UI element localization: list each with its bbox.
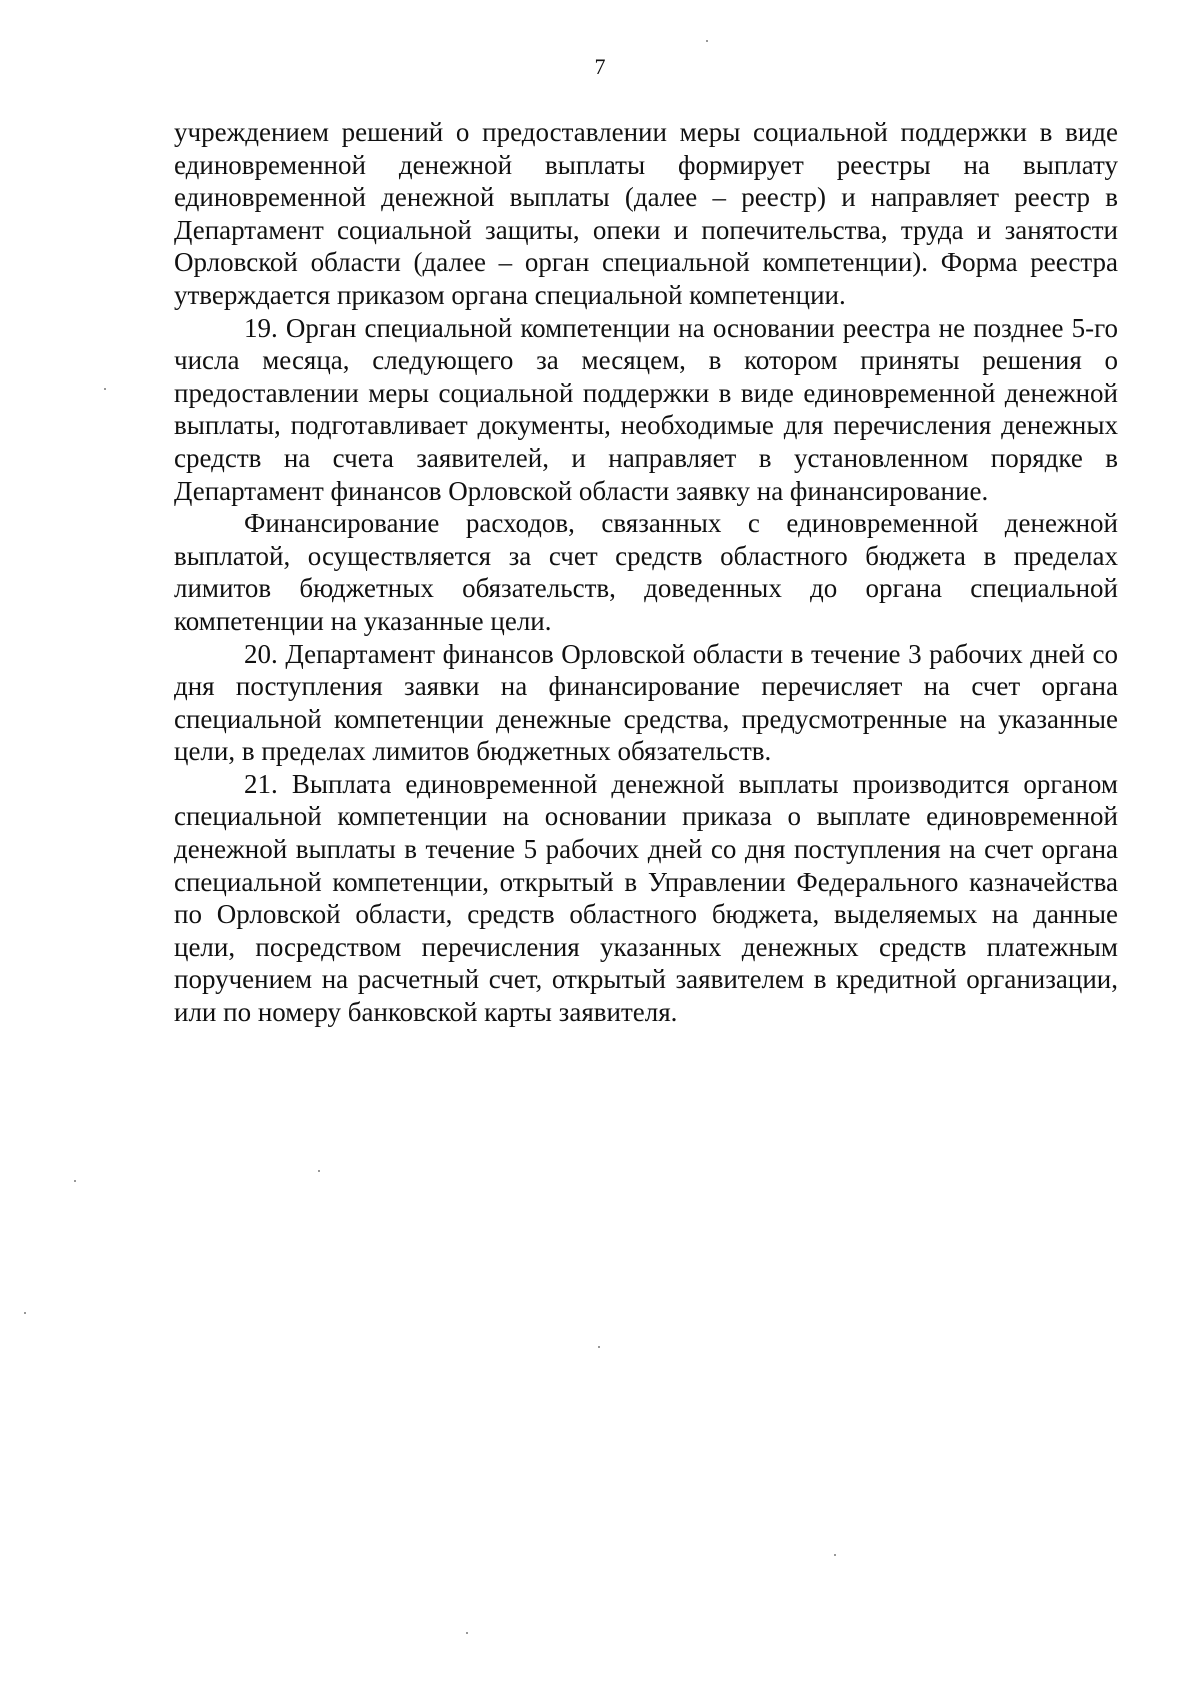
scan-speck — [706, 40, 708, 42]
scan-speck — [318, 1170, 320, 1172]
scan-speck — [74, 1180, 76, 1182]
paragraph-financing: Финансирование расходов, связанных с единовременной денежной выплатой, осуществляется за счет средств областного бюджета в пределах лимитов бюджетных обязательств, доведенных до органа специальной компетенции на указанные цели. — [174, 508, 1118, 636]
paragraph-item-19: 19. Орган специальной компетенции на основании реестра не позднее 5-го числа месяца, следующего за месяцем, в котором приняты решения о предоставлении меры социальной поддержки в виде единовременной денежной выплаты, подготавливает документы, необходимые для перечисления денежных средств на счета заявителей, и направляет в установленном порядке в Департамент финансов Орловской области заявку на финансирование. — [174, 312, 1118, 506]
paragraph-continuation: учреждением решений о предоставлении меры социальной поддержки в виде единовременной денежной выплаты формирует реестры на выплату единовременной денежной выплаты (далее – реестр) и направляет реестр в Департамент социальной защиты, опеки и попечительства, труда и занятости Орловской области (далее – орган специальной компетенции). Форма реестра утверждается приказом органа специальной компетенции. — [174, 117, 1118, 310]
scan-speck — [466, 1632, 468, 1634]
scan-speck — [104, 388, 106, 390]
scan-speck — [598, 1346, 600, 1348]
page-number: 7 — [594, 54, 606, 79]
scan-speck — [834, 1554, 836, 1556]
scan-speck — [24, 1312, 26, 1314]
paragraph-item-20: 20. Департамент финансов Орловской области в течение 3 рабочих дней со дня поступления заявки на финансирование перечисляет на счет органа специальной компетенции денежные средства, предусмотренные на указанные цели, в пределах лимитов бюджетных обязательств. — [174, 638, 1118, 767]
paragraph-item-21: 21. Выплата единовременной денежной выплаты производится органом специальной компетенции на основании приказа о выплате единовременной денежной выплаты в течение 5 рабочих дней со дня поступления на счет органа специальной компетенции, открытый в Управлении Федерального казначейства по Орловской области, средств областного бюджета, выделяемых на данные цели, посредством перечисления указанных денежных средств платежным поручением на расчетный счет, открытый заявителем в кредитной организации, или по номеру банковской карты заявителя. — [174, 768, 1118, 1028]
document-body — [174, 116, 1118, 1029]
